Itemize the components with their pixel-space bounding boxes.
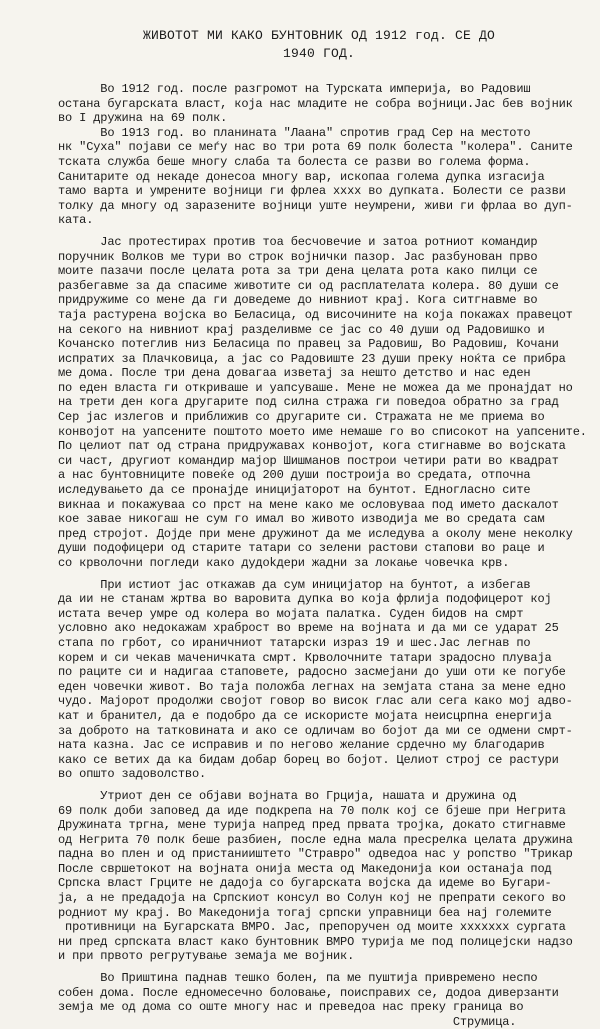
text-line: тската служба беше многу слаба та болеста се разви во голема форма. [58,154,531,169]
text-line: таја растурена војска во Беласица, од височините на која покажах правецот [58,307,573,322]
text-line: во I дружина на 69 полк. [58,111,228,126]
text-line: ната казна. Јас се исправив и по негово желание срдечно му благодарив [58,738,545,753]
text-line: стапа по грбот, со ираничниот татарски израз 19 и шес.Јас легнав по [58,635,531,650]
text-line: викнаа и покажуваа со прст на мене како ме ословуваа под името даскалот [58,497,559,512]
text-line: пред стројот. Дојде при мене дружинот да ме иследува а околу мене неколку [58,526,573,541]
text-line: чудо. Мајорот продолжи својот говор во висок глас али сега како мој адво- [58,694,573,709]
text-line: ката. [58,213,94,228]
text-line: иследувањето да се пронајде инициjаторот на бунтот. Едногласно сите [58,483,531,498]
paragraph-spacer [58,571,580,578]
text-line: ни пред српската власт како бунтовник ВМРО турија ме под полицејски надзо [58,934,573,949]
text-line: После свршетокот на војната онија места од Македонија кои останаја под [58,861,552,876]
text-line: 69 полк доби заповед да иде подкрепа на 70 полк кој се бјеше при Негрита [58,803,566,818]
text-line: си част, другиот командир мајор Шишманов построи четири рати во квадрат [58,453,559,468]
text-line: корем и си чекав маченичката смрт. Крволочните татари зрадосно плуваја [58,650,552,665]
text-line: ја, а не предадоја на Српскиот консул во Солун кој не препрати секого во [58,891,566,906]
text-line: по раците си и надигаа стаповете, радосно засмејани до уши оти ке погубе [58,665,566,680]
text-line: Во Приштина паднав тешко болен, па ме пуштија привремено неспо [58,971,538,986]
document-title-line-1: ЖИВОТОТ МИ КАКО БУНТОВНИК ОД 1912 год. СЕ ДО [142,28,496,43]
text-line: По целиот пат од страна придружавах конвојот, кога стигнавме во војската [58,439,566,454]
paragraph-spacer [58,964,580,971]
text-line: При истиот јас откажав да сум иницијатор на бунтот, а избегав [58,577,531,592]
text-line: Сер јас излегов и приближив со другарите си. Стражата не ме приема во [58,410,545,425]
text-line: тамо варта и умрените војници ги фрлеа хххх во дупката. Болести се разви [58,184,566,199]
text-line: по еден власта ги откриваше и уапсуваше. Мене не можеа да ме пронајдат но [58,380,573,395]
text-line: придружиме со мене да ги доведеме до нивниот крај. Кога ситгнавме во [58,293,538,308]
text-line: во општо задоволство. [58,767,207,782]
text-line: Кочанско потеглив низ Беласица по правец за Радовиш, Во Радовиш, Кочани [58,337,559,352]
document-title-line-2: 1940 ГОД. [282,46,355,61]
text-line: ме дома. После три дена довагаа изветај за нешто детство и нас еден [58,366,531,381]
text-line: конвојот на уапсените поштото моето име немаше го во списокот на уапсените. [58,424,587,439]
text-line: души подофицери од старите татари со зелени растови стапови во раце и [58,541,545,556]
paragraph [58,578,580,782]
text-line: толку да многу од заразените војници уште неумрени, живи ги фрлаа во дуп- [58,198,573,213]
text-line: Утриот ден се објави војната во Грција, нашата и дружина од [58,788,517,803]
text-line: од Негрита 70 полк беше разбиен, после една мала пресрелка целата дружина [58,832,573,847]
text-line: испратих за Плачковица, а јас со Радовиште 23 души преку ноќта се прибра [58,351,566,366]
text-line: Дружината тргна, мене турија напред пред првата тројка, докато стигнавме [58,818,566,833]
text-line: поручник Волков ме тури во строк војнички пазор. Јас разбунован прво [58,249,538,264]
text-line: моите пазачи после целата рота за три дена целата рота како пилци се [58,264,538,279]
paragraph-spacer [58,782,580,789]
text-line: и при првото регрутување земаја ме војник. [58,949,355,964]
text-line: со крволочни погледи како дудоkдери жадни за локање човечка крв. [58,556,510,570]
text-line: кое заваe никогаш не сум го имал во живото изводија ме во средата сам [58,512,545,527]
text-line: Во 1912 год. после разгромот на Турската империја, во Радовиш [58,82,531,96]
text-line: собен дома. После едномесечно боловање, поисправих се, додоа диверзанти [58,985,559,1000]
text-line: Јас протестирах против тоа бесчовечие и затоа ротниот командир [58,234,538,249]
text-line: кат и бранител, да е подобро да се искористе мојата неисцрпна енергија [58,708,552,723]
text-line: нк "Суха" појави се меѓу нас во три рота 69 полк болеста "колера". Саните [58,140,573,155]
text-line: на трети ден кога другарите под силна стража ги поведоа обратно за град [58,395,559,410]
paragraph [58,234,587,571]
paragraph [58,82,580,228]
text-line: падна во плен и од пристанииштето "Стравро" одведоа нас у ропство "Трикар [58,847,573,862]
text-line: истата вечер умре од колера во мојата палатка. Суден бидов на смрт [58,606,524,621]
text-line: разбегавме за да спасиме животите си од расплателата колера. 80 души се [58,278,559,293]
paragraph-spacer [58,228,580,235]
text-line: Српска власт Грците не дадоја со бугарската војска да идеме во Бугари- [58,876,552,891]
text-line: како се ветих да ка бидам добар борец во бојот. Целиот строј се растури [58,752,559,767]
paragraph [58,789,580,964]
text-line: а нас бунтовниците повеќе од 200 души построија во средата, отпочна [58,468,531,483]
paragraph [58,971,580,1029]
text-line: остана бугарската власт, која нас младите не собра војници.Јас бев војник [58,96,573,111]
text-line: Во 1913 год. во планината "Лаана" спротив град Сер на местото [58,125,531,140]
text-line: родниот му крај. Во Македонија тогај српски управници беа нај големите [58,905,552,920]
text-line: на секого на нивниот крај разделивме се јас со 40 души од Радовишко и [58,322,545,337]
text-line: земја ме од дома со оште многу нас и преведоа нас преку граница во [58,1000,524,1015]
text-line: еден човечки живот. Во таја положба легнах на земјата стана за мене едно [58,679,566,694]
text-line: условно ако недокажам храброст во време на војната и да ми се ударат 25 [58,621,559,636]
text-line: Струмица. [58,1014,517,1029]
text-line: противници на Бугарската ВМРО. Јас, препоручен од моите ххххххх сургата [58,920,566,935]
document-body [58,82,587,1029]
text-line: за доброто на татковината и ако се одличам во бојот да ми се одмени смрт- [58,723,573,738]
text-line: да ии не станам жртва во варовита дупка во која фрлија подофицерот кој [58,592,552,607]
text-line: Санитарите од некаде донесоа многу вар, ископаа голема дупка изгасија [58,169,545,184]
